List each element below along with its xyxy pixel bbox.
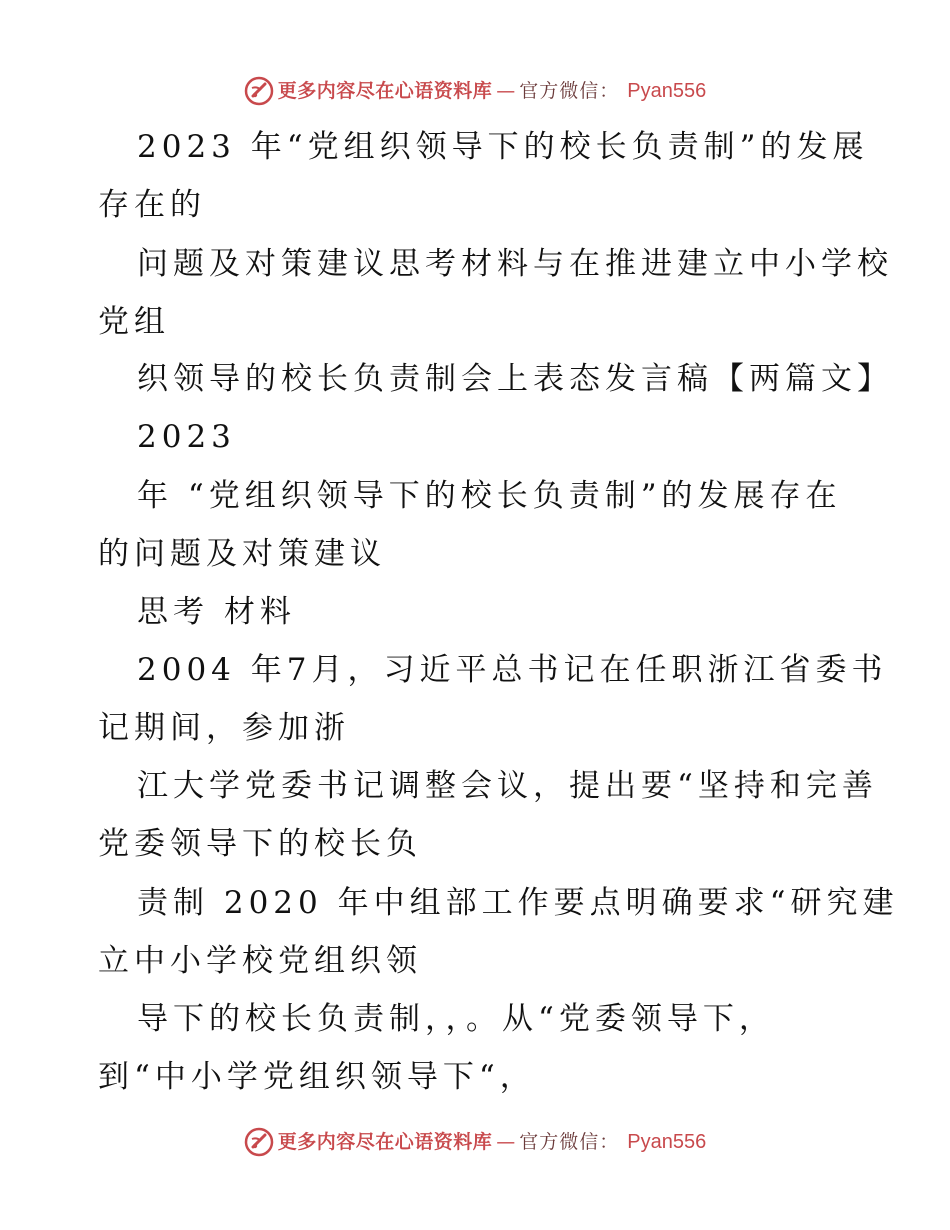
watermark-middle: 官方微信： bbox=[519, 80, 620, 102]
text-line: 导下的校长负责制，，。从“党委领导下， bbox=[137, 1001, 775, 1037]
seal-logo-icon bbox=[244, 76, 274, 106]
text-line: 织领导的校长负责制会上表态发言稿【两篇文】 bbox=[137, 361, 893, 397]
watermark-id: Pyan556 bbox=[627, 1131, 707, 1153]
header-watermark bbox=[0, 76, 950, 106]
text-line: 立中小学校党组织领 bbox=[98, 943, 422, 979]
seal-logo-icon bbox=[244, 1127, 274, 1157]
text-line: 思考 材料 bbox=[137, 594, 296, 630]
watermark-prefix: 更多内容尽在心语资料库 bbox=[277, 1131, 493, 1153]
text-line: 记期间，参加浙 bbox=[98, 710, 350, 746]
text-line: 的问题及对策建议 bbox=[98, 536, 386, 572]
watermark-middle: 官方微信： bbox=[519, 1131, 620, 1153]
text-line: 党组 bbox=[98, 304, 170, 340]
text-line: 责制 2020 年中组部工作要点明确要求“研究建 bbox=[137, 885, 899, 921]
footer-watermark bbox=[0, 1127, 950, 1157]
text-line: 年 “党组织领导下的校长负责制”的发展存在 bbox=[137, 478, 842, 514]
text-line: 问题及对策建议思考材料与在推进建立中小学校 bbox=[137, 246, 893, 282]
text-line: 2023 年“党组织领导下的校长负责制”的发展 bbox=[137, 129, 869, 165]
watermark-id: Pyan556 bbox=[627, 80, 707, 102]
text-line: 江大学党委书记调整会议，提出要“坚持和完善 bbox=[137, 768, 878, 804]
text-line: 2004 年7月，习近平总书记在任职浙江省委书 bbox=[137, 652, 888, 688]
text-line: 2023 bbox=[137, 419, 236, 455]
watermark-prefix: 更多内容尽在心语资料库 bbox=[277, 80, 493, 102]
watermark-dash: — bbox=[496, 80, 516, 102]
text-line: 存在的 bbox=[98, 187, 206, 223]
text-line: 党委领导下的校长负 bbox=[98, 826, 422, 862]
text-line: 到“中小学党组织领导下“， bbox=[98, 1059, 536, 1095]
watermark-dash: — bbox=[496, 1131, 516, 1153]
